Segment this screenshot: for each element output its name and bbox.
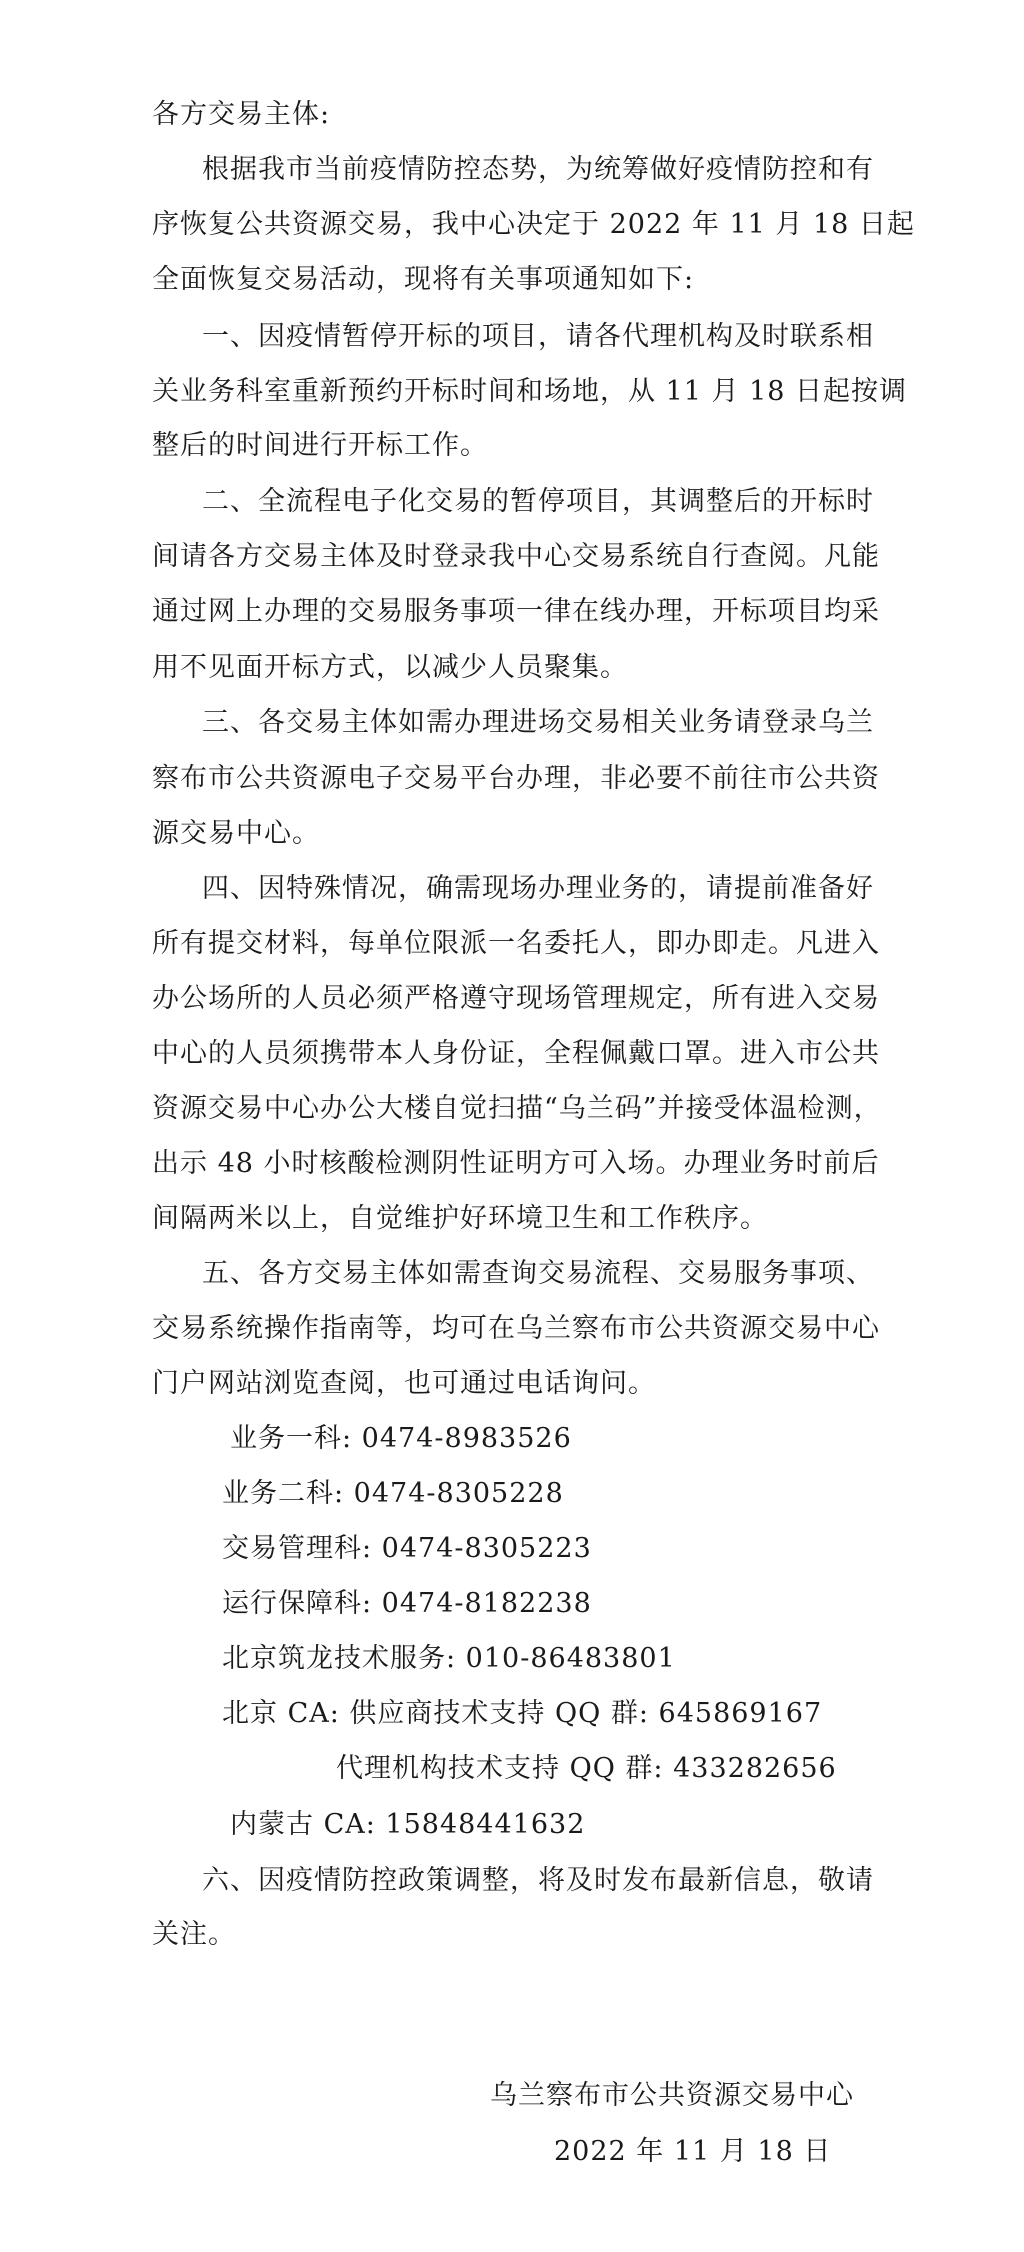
paragraph-line: 交易系统操作指南等，均可在乌兰察布市公共资源交易中心 bbox=[152, 1313, 880, 1344]
paragraph-line: 门户网站浏览查阅，也可通过电话询问。 bbox=[152, 1368, 656, 1399]
paragraph-line: 源交易中心。 bbox=[152, 818, 320, 849]
paragraph-line: 办公场所的人员必须严格遵守现场管理规定，所有进入交易 bbox=[152, 983, 880, 1014]
contact-line: 业务二科: 0474-8305228 bbox=[222, 1478, 564, 1509]
paragraph-line: 中心的人员须携带本人身份证，全程佩戴口罩。进入市公共 bbox=[152, 1038, 880, 1069]
contact-line: 业务一科: 0474-8983526 bbox=[230, 1423, 572, 1454]
paragraph-line: 关业务科室重新预约开标时间和场地，从 11 月 18 日起按调 bbox=[152, 376, 908, 407]
issuing-organization: 乌兰察布市公共资源交易中心 bbox=[490, 2080, 854, 2111]
paragraph-line: 所有提交材料，每单位限派一名委托人，即办即走。凡进入 bbox=[152, 928, 880, 959]
paragraph-line: 出示 48 小时核酸检测阴性证明方可入场。办理业务时前后 bbox=[152, 1148, 880, 1179]
paragraph-line: 三、各交易主体如需办理进场交易相关业务请登录乌兰 bbox=[202, 707, 874, 738]
paragraph-line: 间隔两米以上，自觉维护好环境卫生和工作秩序。 bbox=[152, 1203, 768, 1234]
salutation: 各方交易主体: bbox=[152, 99, 331, 130]
contact-line: 代理机构技术支持 QQ 群: 433282656 bbox=[336, 1753, 837, 1784]
paragraph-line: 五、各方交易主体如需查询交易流程、交易服务事项、 bbox=[202, 1258, 874, 1289]
paragraph-line: 整后的时间进行开标工作。 bbox=[152, 430, 488, 461]
paragraph-line: 用不见面开标方式，以减少人员聚集。 bbox=[152, 652, 628, 683]
paragraph-line: 全面恢复交易活动，现将有关事项通知如下: bbox=[152, 264, 695, 295]
paragraph-line: 根据我市当前疫情防控态势，为统筹做好疫情防控和有 bbox=[202, 154, 874, 185]
paragraph-line: 六、因疫情防控政策调整，将及时发布最新信息，敬请 bbox=[202, 1865, 874, 1896]
contact-line: 运行保障科: 0474-8182238 bbox=[222, 1588, 592, 1619]
contact-line: 北京 CA: 供应商技术支持 QQ 群: 645869167 bbox=[222, 1698, 823, 1729]
paragraph-line: 察布市公共资源电子交易平台办理，非必要不前往市公共资 bbox=[152, 763, 880, 794]
contact-line: 北京筑龙技术服务: 010-86483801 bbox=[222, 1643, 676, 1674]
paragraph-line: 关注。 bbox=[152, 1919, 236, 1950]
paragraph-line: 资源交易中心办公大楼自觉扫描“乌兰码”并接受体温检测， bbox=[152, 1093, 882, 1124]
paragraph-line: 二、全流程电子化交易的暂停项目，其调整后的开标时 bbox=[202, 486, 874, 517]
paragraph-line: 序恢复公共资源交易，我中心决定于 2022 年 11 月 18 日起 bbox=[152, 209, 915, 240]
issue-date: 2022 年 11 月 18 日 bbox=[554, 2136, 832, 2167]
paragraph-line: 间请各方交易主体及时登录我中心交易系统自行查阅。凡能 bbox=[152, 541, 880, 572]
contact-line: 交易管理科: 0474-8305223 bbox=[222, 1533, 592, 1564]
paragraph-line: 一、因疫情暂停开标的项目，请各代理机构及时联系相 bbox=[202, 321, 874, 352]
paragraph-line: 四、因特殊情况，确需现场办理业务的，请提前准备好 bbox=[202, 873, 874, 904]
contact-line: 内蒙古 CA: 15848441632 bbox=[230, 1809, 586, 1840]
paragraph-line: 通过网上办理的交易服务事项一律在线办理，开标项目均采 bbox=[152, 596, 880, 627]
